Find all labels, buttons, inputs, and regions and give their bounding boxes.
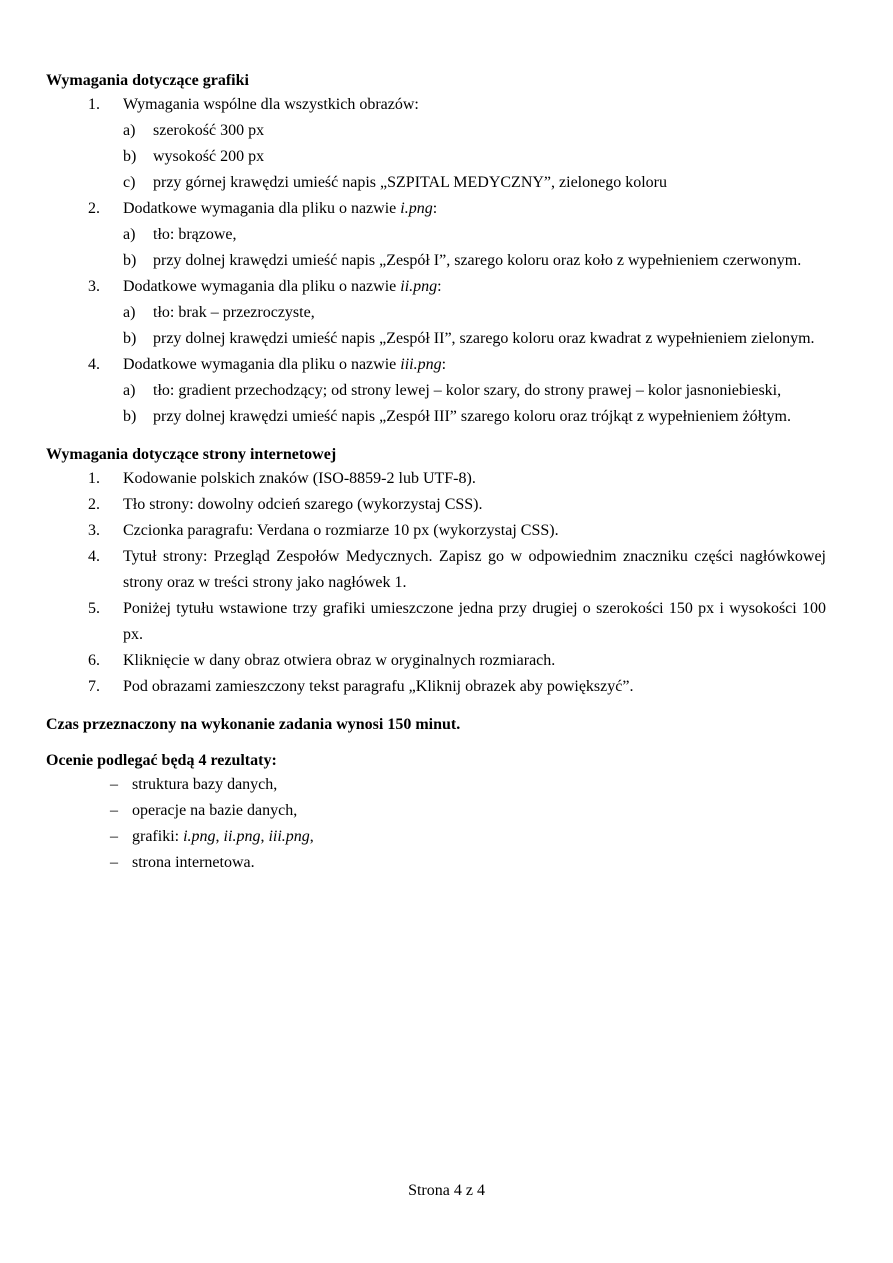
sub-item: [123, 378, 826, 404]
sub-text: tło: brak – przezroczyste,: [153, 304, 315, 321]
sub-list: [123, 222, 826, 274]
dash-marker: –: [110, 802, 118, 819]
website-item: [46, 674, 826, 700]
item-number: 3.: [88, 278, 100, 295]
sub-item: [123, 248, 826, 274]
item-text: Pod obrazami zamieszczony tekst paragrafu „Kliknij obrazek aby powiększyć”.: [123, 678, 634, 695]
item-text-end: :: [441, 356, 447, 373]
item-text: Dodatkowe wymagania dla pliku o nazwie: [123, 278, 401, 295]
file-name: i.png: [183, 828, 216, 845]
sub-text: wysokość 200 px: [153, 148, 265, 165]
item-text: Dodatkowe wymagania dla pliku o nazwie: [123, 200, 401, 217]
separator-end: ,: [309, 828, 314, 845]
item-text: Czcionka paragrafu: Verdana o rozmiarze 10 px (wykorzystaj CSS).: [123, 522, 559, 539]
item-number: 1.: [88, 96, 100, 113]
item-number: 3.: [88, 522, 100, 539]
website-item: [46, 544, 826, 596]
sub-letter: b): [123, 148, 137, 165]
item-number: 1.: [88, 470, 100, 487]
time-note: Czas przeznaczony na wykonanie zadania wynosi 150 minut.: [46, 716, 461, 733]
result-text: grafiki:: [132, 828, 184, 845]
sub-letter: a): [123, 382, 136, 399]
sub-item: [123, 404, 826, 430]
result-text: strona internetowa.: [132, 854, 255, 871]
page-footer: Strona 4 z 4: [408, 1182, 485, 1199]
sub-item: [123, 170, 826, 196]
separator: ,: [215, 828, 224, 845]
sub-item: [123, 300, 826, 326]
sub-letter: a): [123, 122, 136, 139]
result-item: [46, 824, 826, 850]
sub-letter: c): [123, 174, 136, 191]
sub-text: tło: gradient przechodzący; od strony lewej – kolor szary, do strony prawej – kolor jasnoniebieski,: [153, 382, 782, 399]
sub-text: przy dolnej krawędzi umieść napis „Zespół II”, szarego koloru oraz kwadrat z wypełnieniem zielonym.: [153, 330, 815, 347]
result-text: struktura bazy danych,: [132, 776, 278, 793]
results-list: [46, 772, 826, 876]
item-text: Tytuł strony: Przegląd Zespołów Medycznych. Zapisz go w odpowiednim znaczniku części nagłówkowej strony oraz w treści strony jako nagłówek 1.: [123, 548, 826, 591]
item-number: 4.: [88, 548, 100, 565]
result-item: [46, 772, 826, 798]
item-text: Tło strony: dowolny odcień szarego (wykorzystaj CSS).: [123, 496, 483, 513]
sub-item: [123, 144, 826, 170]
sub-list: [123, 378, 826, 430]
item-text-end: :: [432, 200, 438, 217]
website-item: [46, 492, 826, 518]
website-requirements-list: [46, 466, 826, 700]
sub-text: przy dolnej krawędzi umieść napis „Zespół III” szarego koloru oraz trójkąt z wypełnieniem żółtym.: [153, 408, 791, 425]
file-name: ii.png: [223, 828, 261, 845]
result-item: [46, 850, 826, 876]
item-text: Kliknięcie w dany obraz otwiera obraz w oryginalnych rozmiarach.: [123, 652, 556, 669]
sub-text: szerokość 300 px: [153, 122, 265, 139]
website-item: [46, 518, 826, 544]
result-text: operacje na bazie danych,: [132, 802, 298, 819]
sub-list: [123, 118, 826, 196]
item-number: 7.: [88, 678, 100, 695]
graphics-item-2: [46, 196, 826, 274]
sub-letter: b): [123, 330, 137, 347]
item-text: Dodatkowe wymagania dla pliku o nazwie: [123, 356, 401, 373]
sub-text: przy dolnej krawędzi umieść napis „Zespół I”, szarego koloru oraz koło z wypełnieniem czerwonym.: [153, 252, 802, 269]
website-item: [46, 466, 826, 492]
sub-letter: a): [123, 226, 136, 243]
graphics-item-3: [46, 274, 826, 352]
dash-marker: –: [110, 776, 118, 793]
file-name: i.png: [400, 200, 433, 217]
sub-letter: b): [123, 252, 137, 269]
website-item: [46, 648, 826, 674]
item-number: 5.: [88, 600, 100, 617]
item-number: 2.: [88, 496, 100, 513]
website-section-heading: Wymagania dotyczące strony internetowej: [46, 446, 337, 463]
file-name: iii.png: [268, 828, 310, 845]
sub-item: [123, 118, 826, 144]
result-item: [46, 798, 826, 824]
sub-text: tło: brązowe,: [153, 226, 237, 243]
sub-list: [123, 300, 826, 352]
results-heading: Ocenie podlegać będą 4 rezultaty:: [46, 752, 277, 769]
item-number: 6.: [88, 652, 100, 669]
sub-item: [123, 326, 826, 352]
item-text: Poniżej tytułu wstawione trzy grafiki umieszczone jedna przy drugiej o szerokości 150 px i wysokości 100 px.: [123, 600, 826, 643]
dash-marker: –: [110, 828, 118, 845]
item-number: 4.: [88, 356, 100, 373]
sub-letter: a): [123, 304, 136, 321]
file-name: ii.png: [400, 278, 438, 295]
graphics-requirements-list: [46, 92, 826, 430]
file-name: iii.png: [400, 356, 442, 373]
dash-marker: –: [110, 854, 118, 871]
website-item: [46, 596, 826, 648]
item-number: 2.: [88, 200, 100, 217]
item-text: Wymagania wspólne dla wszystkich obrazów:: [123, 96, 419, 113]
graphics-item-4: [46, 352, 826, 430]
graphics-item-1: [46, 92, 826, 196]
separator: ,: [260, 828, 269, 845]
graphics-section-heading: Wymagania dotyczące grafiki: [46, 72, 249, 89]
document-page: [46, 70, 826, 876]
sub-text: przy górnej krawędzi umieść napis „SZPITAL MEDYCZNY”, zielonego koloru: [153, 174, 667, 191]
sub-item: [123, 222, 826, 248]
item-text-end: :: [437, 278, 442, 295]
sub-letter: b): [123, 408, 137, 425]
item-text: Kodowanie polskich znaków (ISO-8859-2 lub UTF-8).: [123, 470, 476, 487]
